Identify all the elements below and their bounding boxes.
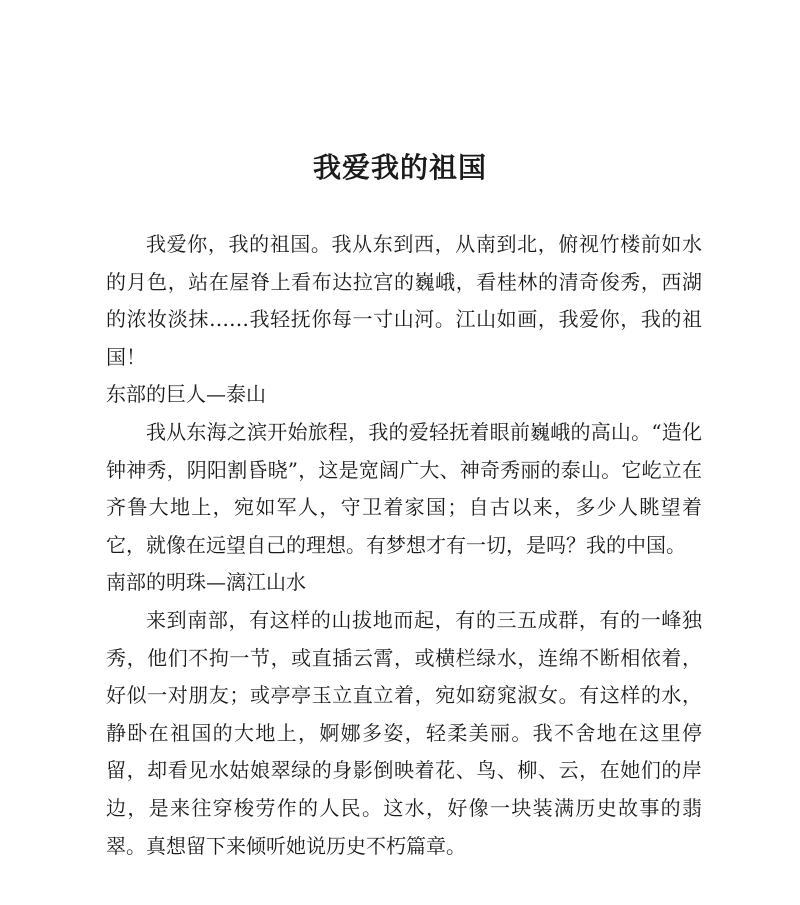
paragraph-lijiang: 来到南部，有这样的山拔地而起，有的三五成群，有的一峰独秀，他们不拘一节，或直插云霄，或横栏绿水，连绵不断相依着，好似一对朋友；或亭亭玉立直立着，宛如窈窕淑女。有这样的水，静卧在祖国的大地上，婀娜多姿，轻柔美丽。我不舍地在这里停留，却看见水姑娘翠绿的身影倒映着花、鸟、柳、云，在她们的岸边，是来往穿梭劳作的人民。这水，好像一块装满历史故事的翡翠。真想留下来倾听她说历史不朽篇章。 <box>106 607 702 858</box>
paragraph-taishan: 我从东海之滨开始旅程，我的爱轻抚着眼前巍峨的高山。“造化钟神秀，阴阳割昏晓”，这是宽阔广大、神奇秀丽的泰山。它屹立在齐鲁大地上，宛如军人，守卫着家国；自古以来，多少人眺望着它，就像在远望自己的理想。有梦想才有一切，是吗？我的中国。 <box>106 419 702 557</box>
paragraph-intro: 我爱你，我的祖国。我从东到西，从南到北，俯视竹楼前如水的月色，站在屋脊上看布达拉宫的巍峨，看桂林的清奇俊秀，西湖的浓妆淡抹……我轻抚你每一寸山河。江山如画，我爱你，我的祖国！ <box>106 232 702 369</box>
section-heading-taishan: 东部的巨人—泰山 <box>106 382 266 407</box>
document-body <box>106 226 702 865</box>
section-heading-lijiang: 南部的明珠—漓江山水 <box>106 570 306 595</box>
document-title: 我爱我的祖国 <box>312 151 487 184</box>
